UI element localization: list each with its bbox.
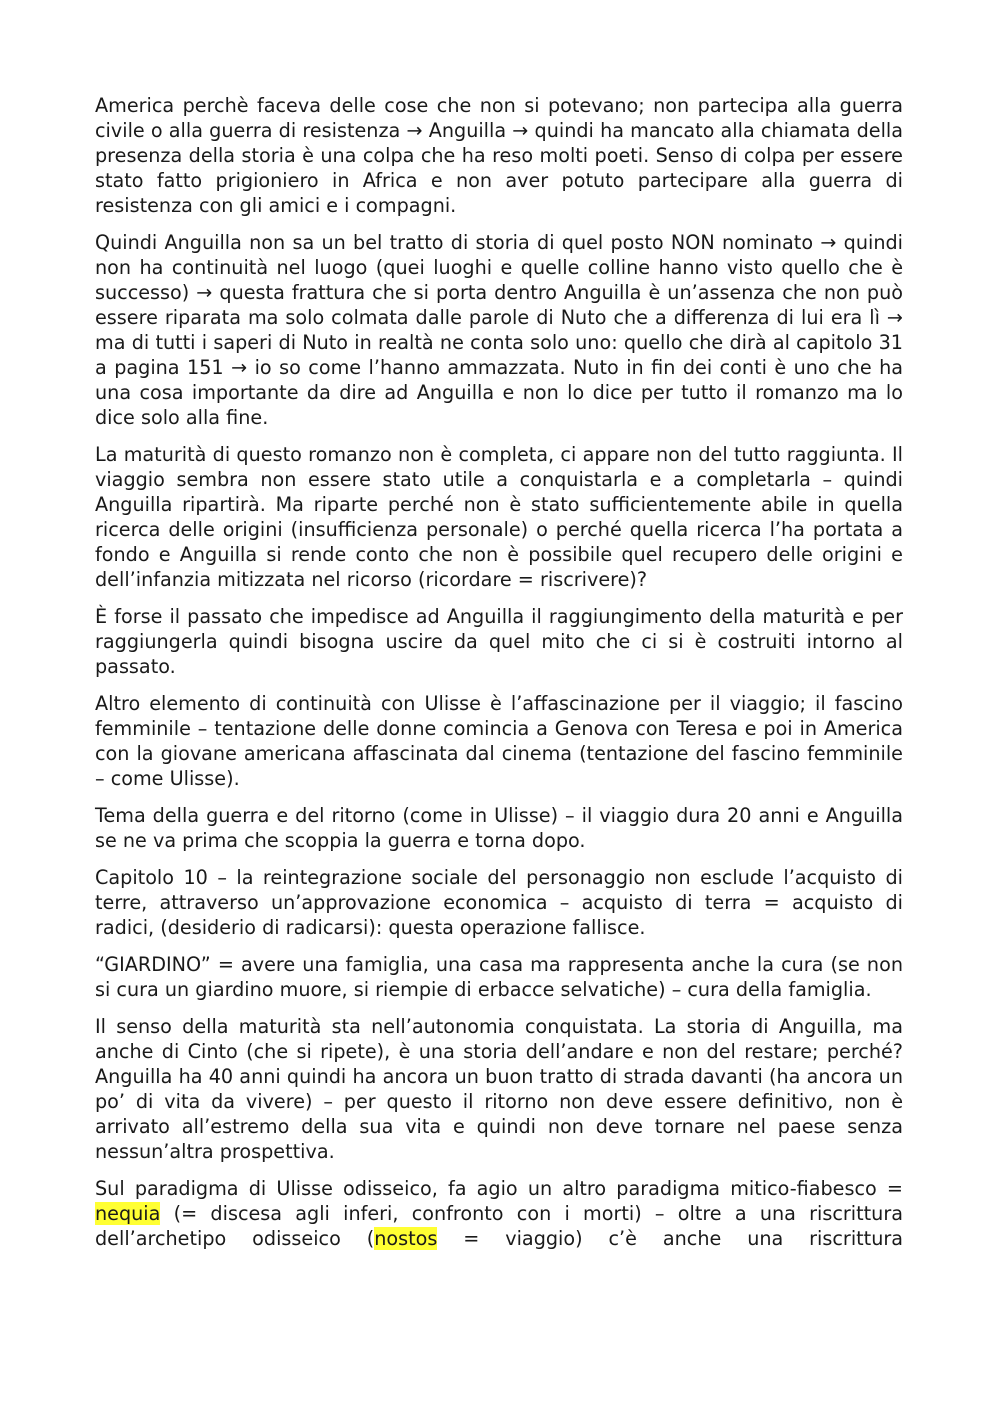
paragraph: Altro elemento di continuità con Ulisse è l’affascinazione per il viaggio; il fascino femminile – tentazione delle donne comincia a Genova con Teresa e poi in America con la giovane americana affascinata dal cinema (tentazione del fascino femminile – come Ulisse). (95, 692, 903, 790)
highlighted-term: nostos (374, 1227, 438, 1250)
paragraph: America perchè faceva delle cose che non si potevano; non partecipa alla guerra civile o alla guerra di resistenza → Anguilla → quindi ha mancato alla chiamata della presenza della storia è una colpa che ha reso molti poeti. Senso di colpa per essere stato fatto prigioniero in Africa e non aver potuto partecipare alla guerra di resistenza con gli amici e i compagni. (95, 94, 903, 217)
paragraph-last (95, 1176, 903, 1251)
paragraph: Quindi Anguilla non sa un bel tratto di storia di quel posto NON nominato → quindi non ha continuità nel luogo (quei luoghi e quelle colline hanno visto quello che è successo) → questa frattura che si porta dentro Anguilla è un’assenza che non può essere riparata ma solo colmata dalle parole di Nuto che a differenza di lui era lì → ma di tutti i saperi di Nuto in realtà ne conta solo uno: quello che dirà al capitolo 31 a pagina 151 → io so come l’hanno ammazzata. Nuto in fin dei conti è uno che ha una cosa importante da dire ad Anguilla e non lo dice per tutto il romanzo ma lo dice solo alla fine. (95, 231, 903, 429)
text-segment: Sul paradigma di Ulisse odisseico, fa agio un altro paradigma mitico-fiabesco = (95, 1177, 903, 1200)
text-segment: = viaggio) c’è anche una riscrittura (437, 1227, 904, 1250)
document-page (95, 93, 903, 1263)
highlighted-term: nequia (95, 1202, 161, 1225)
paragraph: La maturità di questo romanzo non è completa, ci appare non del tutto raggiunta. Il viaggio sembra non essere stato utile a conquistarla e a completarla – quindi Anguilla ripartirà. Ma riparte perché non è stato sufficientemente abile in quella ricerca delle origini (insufficienza personale) o perché quella ricerca l’ha portata a fondo e Anguilla si rende conto che non è possibile quel recupero delle origini e dell’infanzia mitizzata nel ricorso (ricordare = riscrivere)? (95, 443, 903, 591)
paragraph: Il senso della maturità sta nell’autonomia conquistata. La storia di Anguilla, ma anche di Cinto (che si ripete), è una storia dell’andare e non del restare; perché? Anguilla ha 40 anni quindi ha ancora un buon tratto di strada davanti (ha ancora un po’ di vita da vivere) – per questo il ritorno non deve essere definitivo, non è arrivato all’estremo della sua vita e quindi non deve tornare nel paese senza nessun’altra prospettiva. (95, 1015, 903, 1163)
paragraph: Tema della guerra e del ritorno (come in Ulisse) – il viaggio dura 20 anni e Anguilla se ne va prima che scoppia la guerra e torna dopo. (95, 804, 903, 852)
paragraph: È forse il passato che impedisce ad Anguilla il raggiungimento della maturità e per raggiungerla quindi bisogna uscire da quel mito che ci si è costruiti intorno al passato. (95, 605, 903, 678)
text-segment: (= discesa agli inferi, confronto con i morti) – oltre a una riscrittura dell’archetipo odisseico ( (95, 1202, 903, 1250)
paragraph: “GIARDINO” = avere una famiglia, una casa ma rappresenta anche la cura (se non si cura un giardino muore, si riempie di erbacce selvatiche) – cura della famiglia. (95, 953, 903, 1001)
paragraph: Capitolo 10 – la reintegrazione sociale del personaggio non esclude l’acquisto di terre, attraverso un’approvazione economica – acquisto di terra = acquisto di radici, (desiderio di radicarsi): questa operazione fallisce. (95, 866, 903, 939)
